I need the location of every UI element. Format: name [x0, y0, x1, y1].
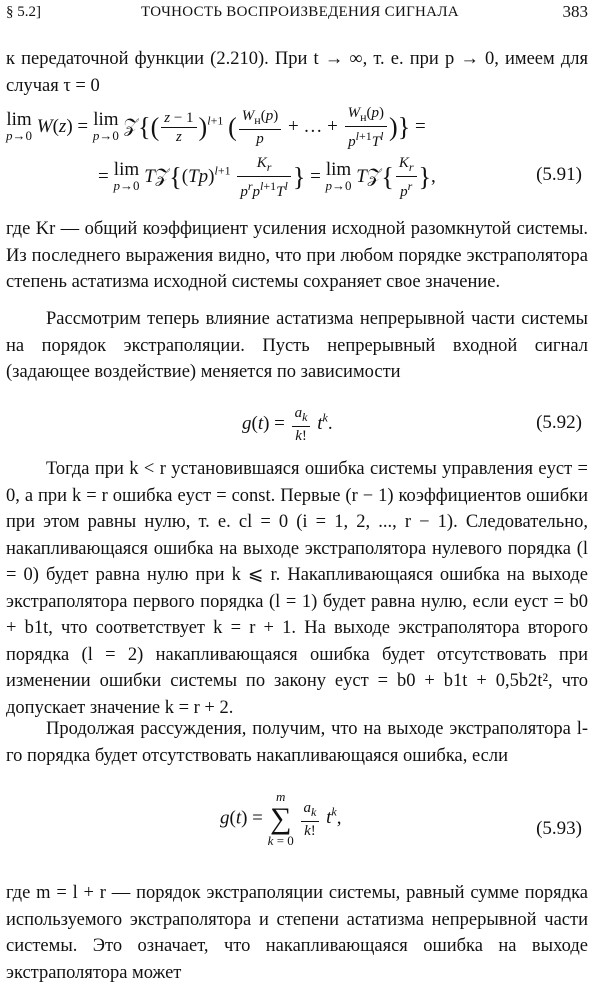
equation-5-93-body: g(t) = m ∑ k = 0 $\frac{a_k}{k!}$ $t^k$, — [220, 789, 342, 848]
page-number: 383 — [562, 2, 588, 21]
equation-5-91-line-1: lim p→0 W(z) = lim p→0 𝒵{( $\frac{z - 1}{z}$ )$^{l+1}$ ( $\frac{W_н(p)}{p}$ + … + $\frac{W_н(p)}{p^{l+1}T^l}$ )} = — [6, 105, 426, 150]
paragraph-1: к передаточной функции (2.210). При t → ∞, т. е. при p → 0, имеем для случая τ = 0 — [6, 49, 588, 96]
chapter-title: ТОЧНОСТЬ ВОСПРОИЗВЕДЕНИЯ СИГНАЛА — [141, 4, 459, 20]
equation-5-92 — [6, 402, 588, 452]
paragraph-3: Рассмотрим теперь влияние астатизма непрерывной части системы на порядок экстраполяции. Пусть непрерывный входной сигнал (задающее воздействие) меняется по зависимости — [6, 309, 588, 382]
equation-5-91-line-2: = lim p→0 $T𝒵\{(Tp)^{l+1}$ $\frac{K_r}{p^rp^{l+1}T^l}$ } = lim p→0 T𝒵{ $\frac{K_r}{p^r}$ }, — [98, 155, 436, 200]
equation-5-93 — [6, 784, 588, 864]
paragraph-4: Тогда при k < r установившаяся ошибка системы управления eуст = 0, а при k = r ошибка eуст = const. Первые (r − 1) коэффициентов ошибки при этом равны нулю, т. е. cl = 0 (i = 1, 2, ..., r − 1). Следовательно, накапливающаяся ошибка на выходе экстраполятора нулевого порядка (l = 0) будет равна нулю при k ⩽ r. Накапливающаяся ошибка на выходе экстраполятора первого порядка (l = 1) будет равна нулю, если eуст = b0 + b1t, что соответствует k = r + 1. На выходе экстраполятора второго порядка (l = 2) накапливающаяся ошибка будет отсутствовать при изменении ошибки системы по закону eуст = b0 + b1t + 0,5b2t², что допускает значение k = r + 2. — [6, 459, 588, 718]
running-header — [6, 2, 594, 24]
paragraph-5: Продолжая рассуждения, получим, что на выходе экстраполятора l-го порядка будет отсутствовать накапливающаяся ошибка, если — [6, 719, 588, 766]
paragraph-6: где m = l + r — порядок экстраполяции системы, равный сумме порядка используемого экстраполятора и степени астатизма непрерывной части системы. Это означает, что накапливающаяся ошибка на выходе экстраполятора может — [6, 883, 588, 983]
equation-5-92-body: g(t) = $\frac{a_k}{k!}$ $t^k$. — [242, 405, 333, 444]
equation-5-91 — [6, 104, 588, 204]
equation-number-5-93: (5.93) — [536, 818, 582, 839]
equation-number-5-91: (5.91) — [536, 164, 582, 185]
section-ref: § 5.2] — [6, 4, 41, 20]
paragraph-2: где Kr — общий коэффициент усиления исходной разомкнутой системы. Из последнего выражения видно, что при любом порядке экстраполятора степень астатизма исходной системы сохраняет свое значение. — [6, 219, 588, 292]
equation-number-5-92: (5.92) — [536, 412, 582, 433]
